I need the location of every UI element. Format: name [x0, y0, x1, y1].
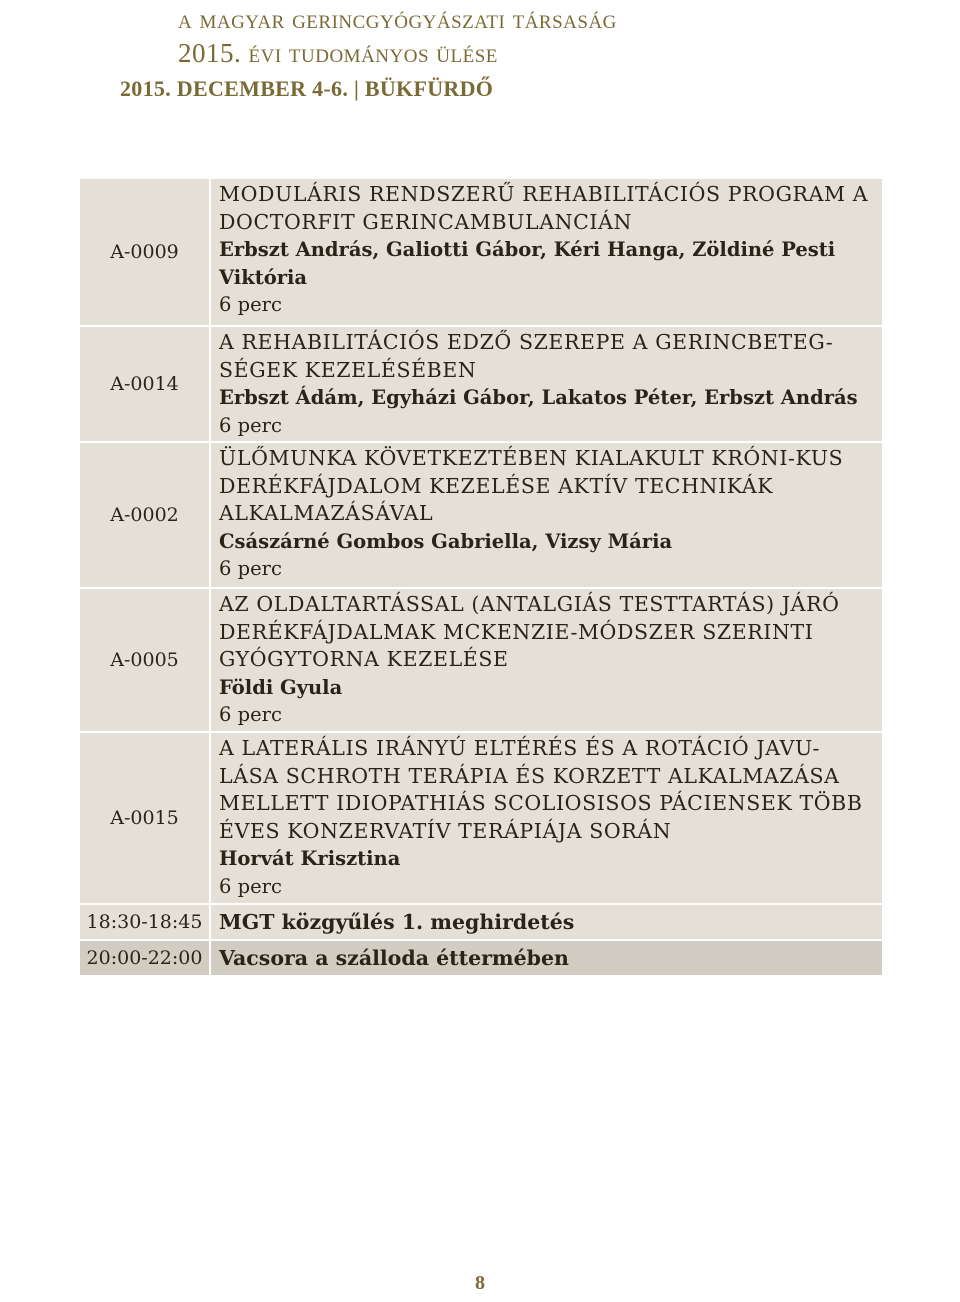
abstract-code: A-0014 — [80, 327, 209, 441]
event-label: Vacsora a szálloda éttermében — [211, 941, 882, 975]
schedule-row-a-0014 — [80, 327, 882, 441]
society-title: a magyar gerincgyógyászati társaság — [178, 4, 617, 34]
schedule-row-a-0009 — [80, 179, 882, 325]
schedule-row-a-0005 — [80, 589, 882, 731]
abstract-title: ÜLŐMUNKA KÖVETKEZTÉBEN KIALAKULT KRÓNI-KUS DERÉKFÁJDALOM KEZELÉSE AKTÍV TECHNIKÁK ALKALMAZÁSÁVAL — [219, 446, 844, 525]
abstract-title: AZ OLDALTARTÁSSAL (ANTALGIÁS TESTTARTÁS) JÁRÓ DERÉKFÁJDALMAK MCKENZIE-MÓDSZER SZERINTI GYÓGYTORNA KEZELÉSE — [219, 592, 840, 671]
abstract-code: A-0002 — [80, 443, 209, 587]
abstract-code: A-0005 — [80, 589, 209, 731]
abstract-authors: Földi Gyula — [219, 675, 343, 699]
abstract-details — [211, 327, 882, 441]
schedule-row-a-0015 — [80, 733, 882, 903]
abstract-authors: Császárné Gombos Gabriella, Vizsy Mária — [219, 529, 673, 553]
abstract-authors: Horvát Krisztina — [219, 847, 401, 870]
event-label: MGT közgyűlés 1. meghirdetés — [211, 905, 882, 939]
abstract-title: A REHABILITÁCIÓS EDZŐ SZEREPE A GERINCBETEG-SÉGEK KEZELÉSÉBEN — [219, 330, 834, 382]
page-number: 8 — [475, 1272, 485, 1294]
abstract-details — [211, 589, 882, 731]
event-time: 20:00-22:00 — [80, 941, 209, 975]
abstract-authors: Erbszt András, Galiotti Gábor, Kéri Hanga, Zöldiné Pesti Viktória — [219, 238, 836, 289]
abstract-duration: 6 perc — [219, 874, 282, 898]
abstract-title: A LATERÁLIS IRÁNYÚ ELTÉRÉS ÉS A ROTÁCIÓ JAVU-LÁSA SCHROTH TERÁPIA ÉS KORZETT ALKALMAZÁSA MELLETT IDIOPATHIÁS SCOLIOSISOS PÁCIENSEK TÖBB ÉVES KONZERVATÍV TERÁPIÁJA SORÁN — [219, 736, 863, 843]
document-header — [120, 2, 617, 104]
event-row-dinner — [80, 941, 882, 975]
abstract-details — [211, 443, 882, 587]
abstract-duration: 6 perc — [219, 413, 282, 437]
schedule-table — [80, 179, 882, 977]
abstract-details — [211, 733, 882, 903]
session-title: 2015. évi tudományos ülése — [178, 38, 498, 68]
event-row-general-assembly — [80, 905, 882, 939]
abstract-authors: Erbszt Ádám, Egyházi Gábor, Lakatos Péter, Erbszt András — [219, 386, 858, 409]
abstract-code: A-0009 — [80, 179, 209, 325]
abstract-code: A-0015 — [80, 733, 209, 903]
abstract-duration: 6 perc — [219, 703, 282, 726]
event-time: 18:30-18:45 — [80, 905, 209, 939]
abstract-duration: 6 perc — [219, 557, 282, 580]
abstract-duration: 6 perc — [219, 293, 282, 316]
schedule-row-a-0002 — [80, 443, 882, 587]
date-location: 2015. DECEMBER 4-6. | BÜKFÜRDŐ — [120, 76, 494, 101]
abstract-title: MODULÁRIS RENDSZERŰ REHABILITÁCIÓS PROGRAM A DOCTORFIT GERINCAMBULANCIÁN — [219, 182, 869, 234]
abstract-details — [211, 179, 882, 325]
